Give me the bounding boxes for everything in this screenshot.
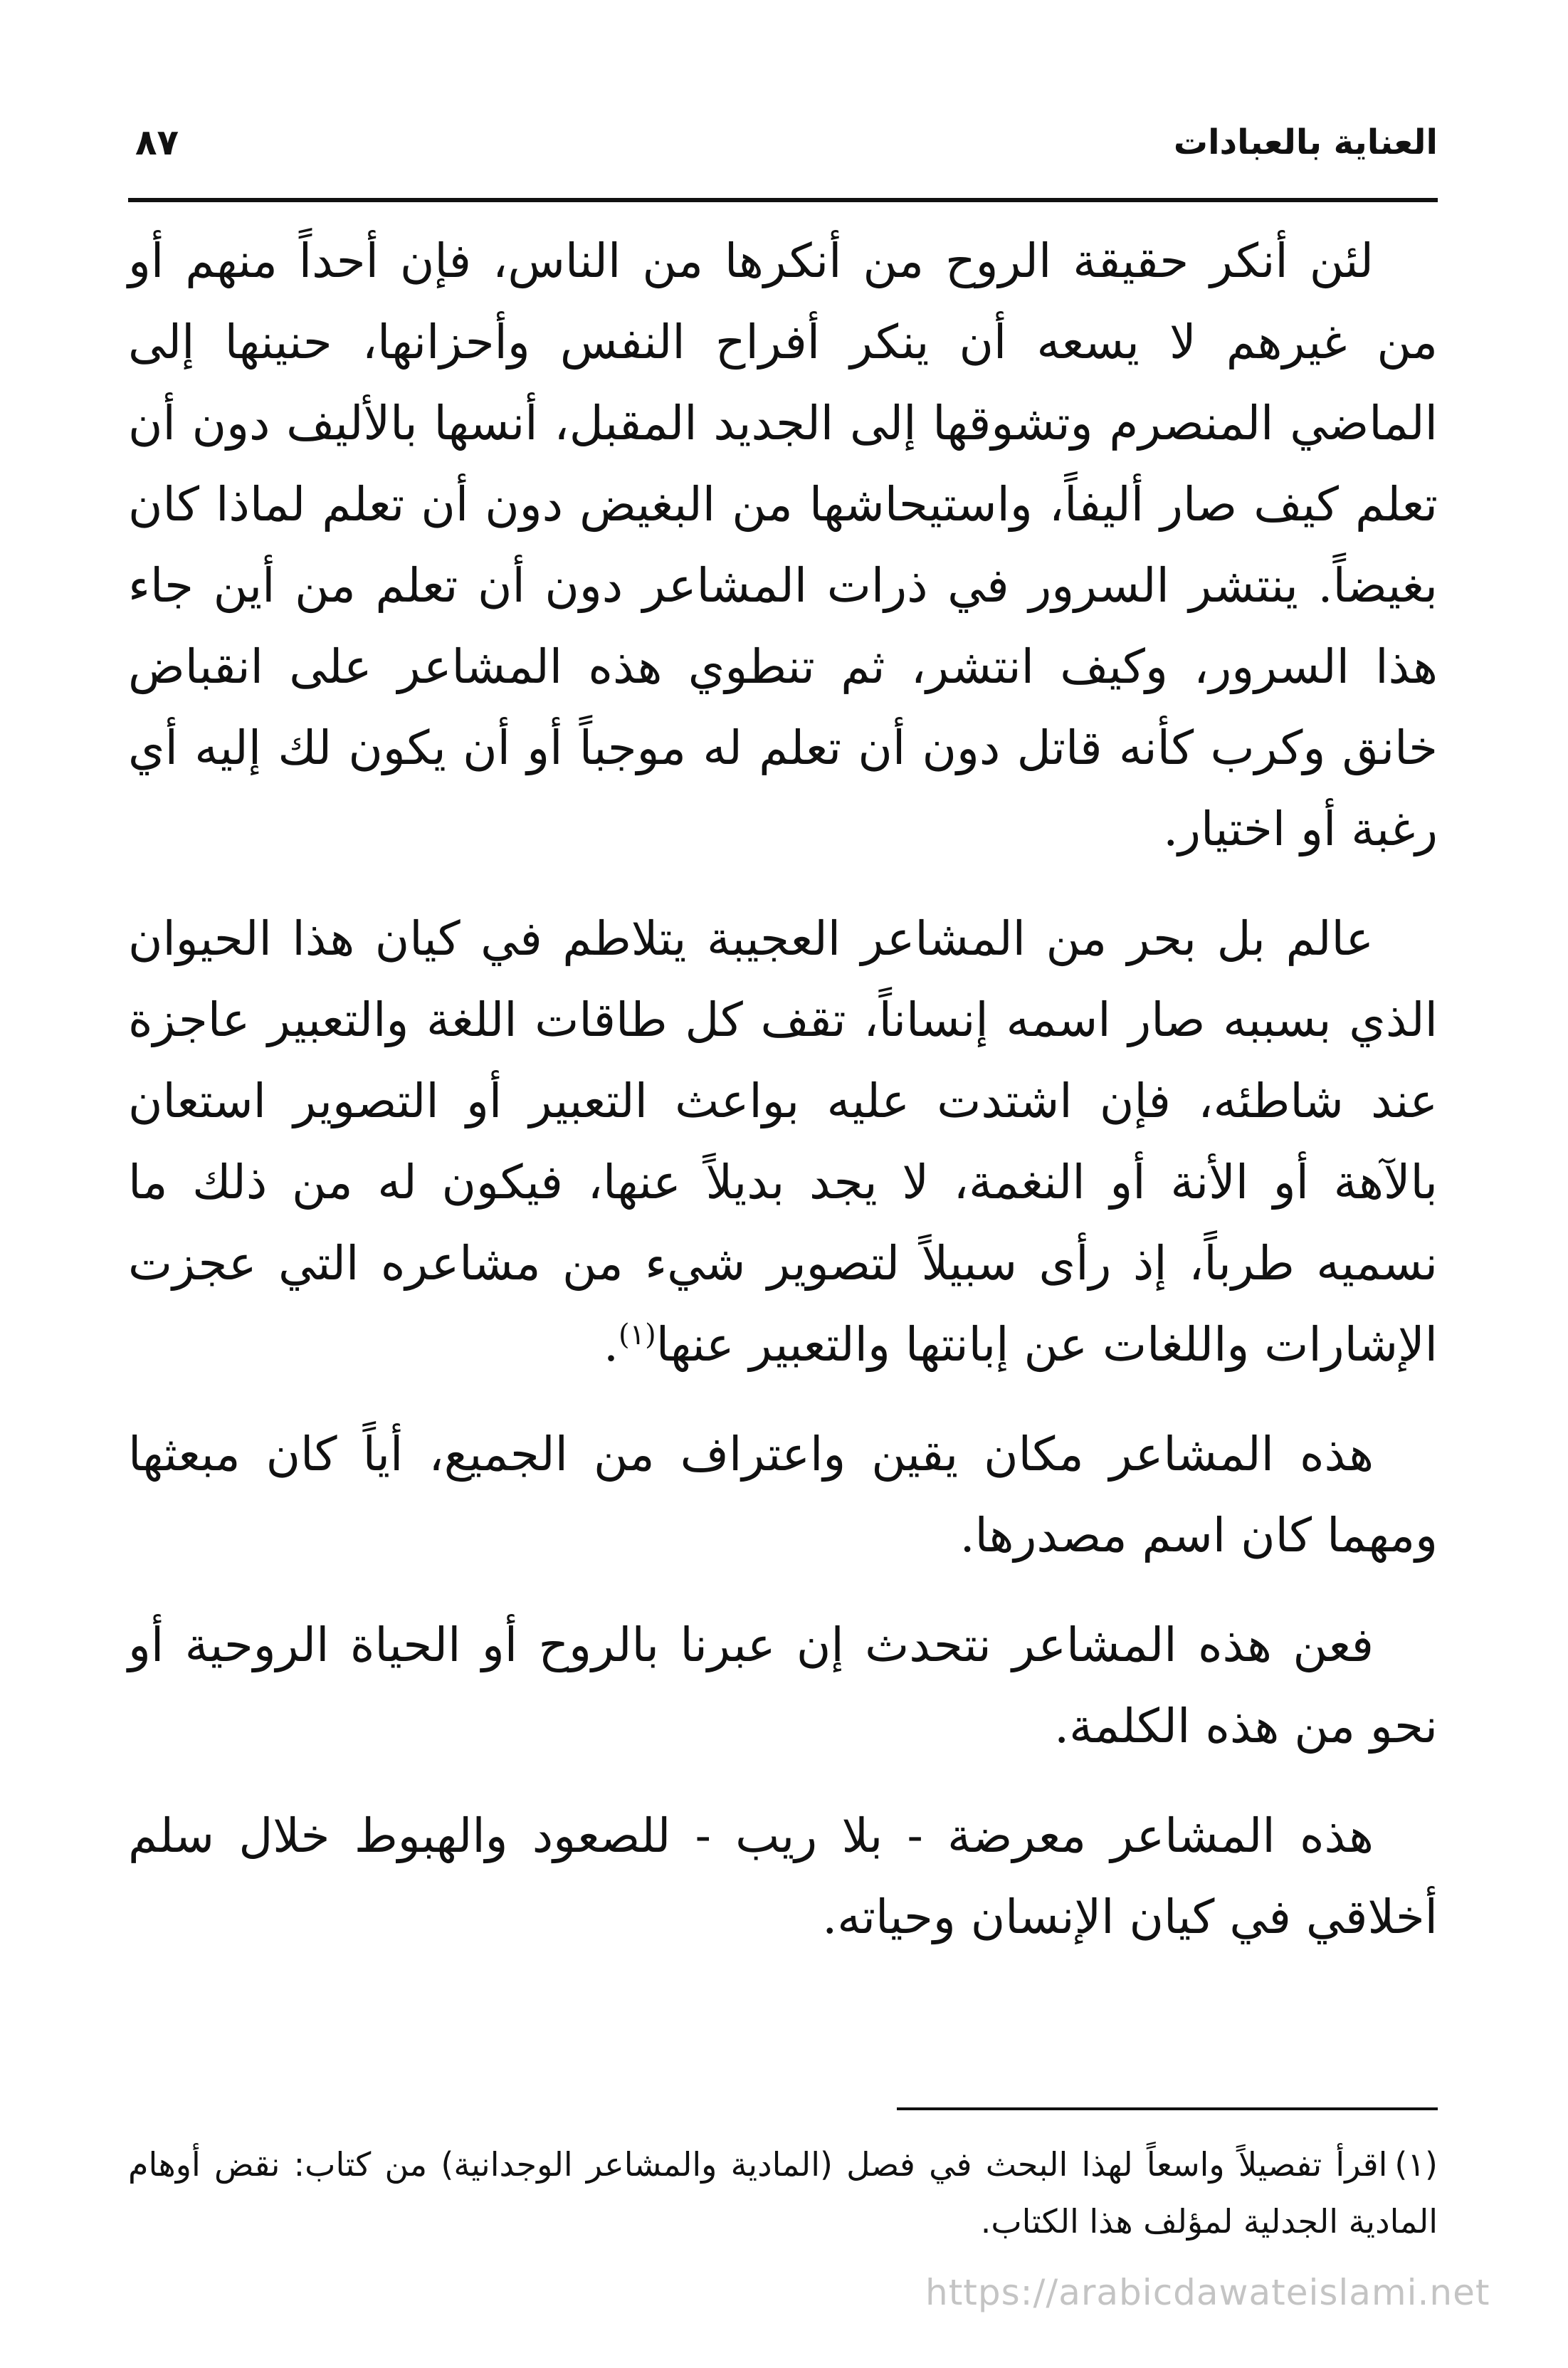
paragraph-1 (128, 221, 1438, 870)
paragraph-2-text: عالم بل بحر من المشاعر العجيبة يتلاطم في كيان هذا الحيوان الذي بسببه صار اسمه إنساناً، تقف كل طاقات اللغة والتعبير عاجزة عند شاطئه، فإن اشتدت عليه بواعث التعبير أو التصوير استعان بالآهة أو الأنة أو النغمة، لا يجد بديلاً عنها، فيكون له من ذلك ما نسميه طرباً، إذ رأى سبيلاً لتصوير شيء من مشاعره التي عجزت الإشارات واللغات عن إبانتها والتعبير عنها (128, 911, 1438, 1372)
running-header (128, 114, 1438, 178)
footnote-1 (128, 2136, 1438, 2250)
paragraph-4 (128, 1605, 1438, 1767)
paragraph-1-text: لئن أنكر حقيقة الروح من أنكرها من الناس، فإن أحداً منهم أو من غيرهم لا يسعه أن ينكر أفراح النفس وأحزانها، حنينها إلى الماضي المنصرم وتشوقها إلى الجديد المقبل، أنسها بالأليف دون أن تعلم كيف صار أليفاً، واستيحاشها من البغيض دون أن تعلم لماذا كان بغيضاً. ينتشر السرور في ذرات المشاعر دون أن تعلم من أين جاء هذا السرور، وكيف انتشر، ثم تنطوي هذه المشاعر على انقباض خانق وكرب كأنه قاتل دون أن تعلم له موجباً أو أن يكون لك إليه أي رغبة أو اختيار. (128, 234, 1438, 856)
footnotes (128, 2136, 1438, 2250)
body-text (128, 221, 1438, 1986)
watermark-url: https://arabicdawateislami.net (925, 2272, 1490, 2313)
paragraph-3-text: هذه المشاعر مكان يقين واعتراف من الجميع، أياً كان مبعثها ومهما كان اسم مصدرها. (128, 1427, 1438, 1563)
paragraph-2-tail: . (604, 1317, 619, 1372)
paragraph-3 (128, 1414, 1438, 1576)
header-rule (128, 198, 1438, 202)
paragraph-2 (128, 899, 1438, 1385)
footnote-marker: (١) (1394, 2145, 1438, 2184)
running-title: العناية بالعبادات (1173, 122, 1438, 162)
footnote-reference[interactable]: (١) (619, 1319, 656, 1351)
paragraph-5 (128, 1796, 1438, 1958)
book-page (128, 93, 1438, 2314)
paragraph-5-text: هذه المشاعر معرضة - بلا ريب - للصعود والهبوط خلال سلم أخلاقي في كيان الإنسان وحياته. (128, 1808, 1438, 1944)
page-number: ٨٧ (135, 122, 179, 163)
footnote-separator (897, 2107, 1438, 2110)
paragraph-4-text: فعن هذه المشاعر نتحدث إن عبرنا بالروح أو الحياة الروحية أو نحو من هذه الكلمة. (128, 1618, 1438, 1754)
footnote-text: اقرأ تفصيلاً واسعاً لهذا البحث في فصل (المادية والمشاعر الوجدانية) من كتاب: نقض أوهام المادية الجدلية لمؤلف هذا الكتاب. (128, 2145, 1438, 2241)
